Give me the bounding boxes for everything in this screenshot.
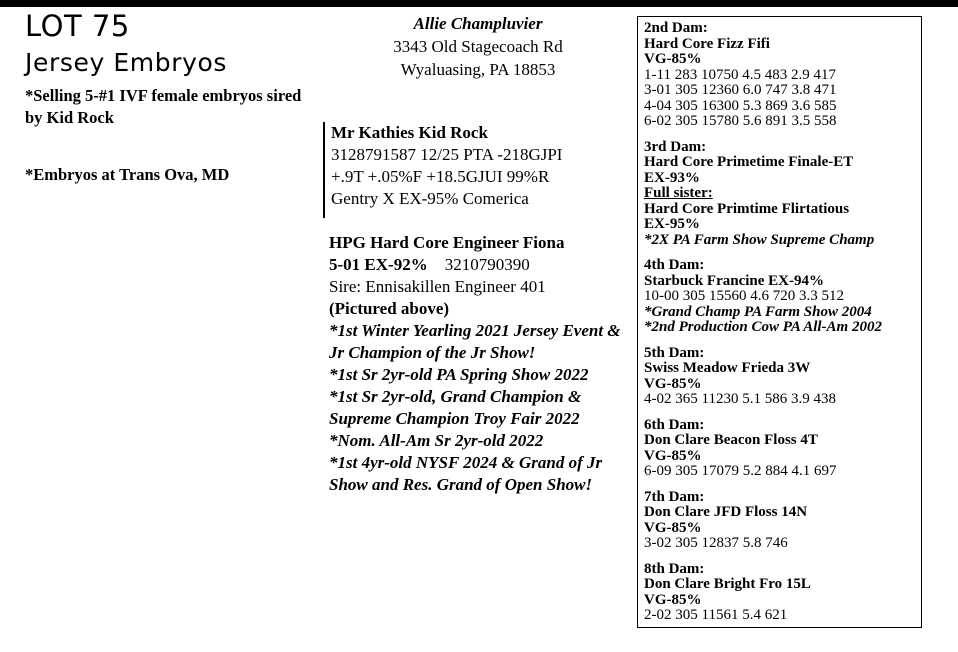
sixth-dam-name: Don Clare Beacon Floss 4T	[644, 432, 818, 448]
owner-address-line1: 3343 Old Stagecoach Rd	[393, 37, 563, 56]
sixth-dam-record: 6-09 305 17079 5.2 884 4.1 697	[644, 463, 837, 479]
fourth-dam-record: 10-00 305 15560 4.6 720 3.3 512	[644, 288, 844, 304]
third-dam-name: Hard Core Primetime Finale-ET	[644, 154, 854, 170]
eighth-dam-name: Don Clare Bright Fro 15L	[644, 576, 811, 592]
sire-name: Mr Kathies Kid Rock	[331, 123, 488, 142]
third-dam-score: EX-93%	[644, 169, 700, 186]
eighth-dam-score: VG-85%	[644, 591, 702, 608]
full-sister-score: EX-95%	[644, 216, 700, 232]
top-rule	[0, 0, 958, 7]
sixth-dam-section	[644, 418, 916, 480]
owner-block	[358, 12, 598, 81]
seventh-dam-score: VG-85%	[644, 519, 702, 536]
second-dam-name: Hard Core Fizz Fifi	[644, 35, 770, 52]
fifth-dam-name: Swiss Meadow Frieda 3W	[644, 360, 811, 376]
fourth-dam-award: *2nd Production Cow PA All-Am 2002	[644, 319, 882, 335]
fourth-dam-name: Starbuck Francine EX-94%	[644, 272, 824, 289]
dam-sire-line: Sire: Ennisakillen Engineer 401	[329, 277, 546, 296]
sixth-dam-score: VG-85%	[644, 447, 702, 464]
sire-line2: +.9T +.05%F +18.5GJUI 99%R	[331, 167, 550, 186]
dam-award: *1st Sr 2yr-old PA Spring Show 2022	[329, 365, 589, 384]
second-dam-score: VG-85%	[644, 51, 702, 67]
second-dam-section	[644, 21, 916, 130]
fifth-dam-label: 5th Dam:	[644, 344, 705, 361]
dam-age-score: 5-01 EX-92%	[329, 255, 428, 274]
pedigree-box	[637, 16, 922, 628]
dam-block	[329, 232, 629, 496]
eighth-dam-record: 2-02 305 11561 5.4 621	[644, 607, 788, 623]
fifth-dam-score: VG-85%	[644, 375, 702, 392]
dam-age-line	[329, 254, 629, 276]
location-note: *Embryos at Trans Ova, MD	[25, 165, 230, 184]
fourth-dam-label: 4th Dam:	[644, 257, 705, 273]
full-sister-label: Full sister:	[644, 185, 713, 201]
eighth-dam-label: 8th Dam:	[644, 560, 705, 577]
dam-award: *1st Winter Yearling 2021 Jersey Event & Jr Champion of the Jr Show!	[329, 321, 621, 362]
eighth-dam-section	[644, 562, 916, 624]
owner-address-line2: Wyaluasing, PA 18853	[400, 60, 556, 79]
dam-award: *1st 4yr-old NYSF 2024 & Grand of Jr Show and Res. Grand of Open Show!	[329, 453, 603, 494]
second-dam-record: 1-11 283 10750 4.5 483 2.9 417	[644, 66, 836, 83]
seventh-dam-name: Don Clare JFD Floss 14N	[644, 504, 808, 520]
fifth-dam-section	[644, 346, 916, 408]
dam-pictured: (Pictured above)	[329, 299, 450, 318]
owner-name: Allie Champluvier	[413, 14, 543, 33]
sire-block	[323, 122, 562, 218]
full-sister-name: Hard Core Primtime Flirtatious	[644, 200, 850, 217]
fifth-dam-record: 4-02 365 11230 5.1 586 3.9 438	[644, 391, 836, 407]
fourth-dam-award: *Grand Champ PA Farm Show 2004	[644, 303, 872, 320]
third-dam-label: 3rd Dam:	[644, 138, 707, 155]
seventh-dam-section	[644, 490, 916, 552]
sire-line1: 3128791587 12/25 PTA -218GJPI	[331, 145, 563, 164]
second-dam-label: 2nd Dam:	[644, 20, 708, 36]
seventh-dam-label: 7th Dam:	[644, 488, 705, 505]
dam-name: HPG Hard Core Engineer Fiona	[329, 233, 565, 252]
sixth-dam-label: 6th Dam:	[644, 416, 705, 433]
dam-award: *Nom. All-Am Sr 2yr-old 2022	[329, 431, 544, 450]
sire-line3: Gentry X EX-95% Comerica	[331, 189, 529, 208]
third-dam-section	[644, 140, 916, 249]
lot-subtitle: Jersey Embryos	[25, 48, 227, 77]
seventh-dam-record: 3-02 305 12837 5.8 746	[644, 535, 788, 551]
second-dam-record: 4-04 305 16300 5.3 869 3.6 585	[644, 97, 837, 114]
full-sister-award: *2X PA Farm Show Supreme Champ	[644, 231, 875, 248]
selling-note: *Selling 5-#1 IVF female embryos sired by Kid Rock	[25, 86, 302, 127]
fourth-dam-section	[644, 258, 916, 336]
second-dam-record: 3-01 305 12360 6.0 747 3.8 471	[644, 82, 837, 98]
dam-award: *1st Sr 2yr-old, Grand Champion & Supreme Champion Troy Fair 2022	[329, 387, 582, 428]
dam-registration: 3210790390	[444, 255, 530, 274]
second-dam-record: 6-02 305 15780 5.6 891 3.5 558	[644, 113, 837, 129]
lot-title: LOT 75	[25, 9, 130, 43]
